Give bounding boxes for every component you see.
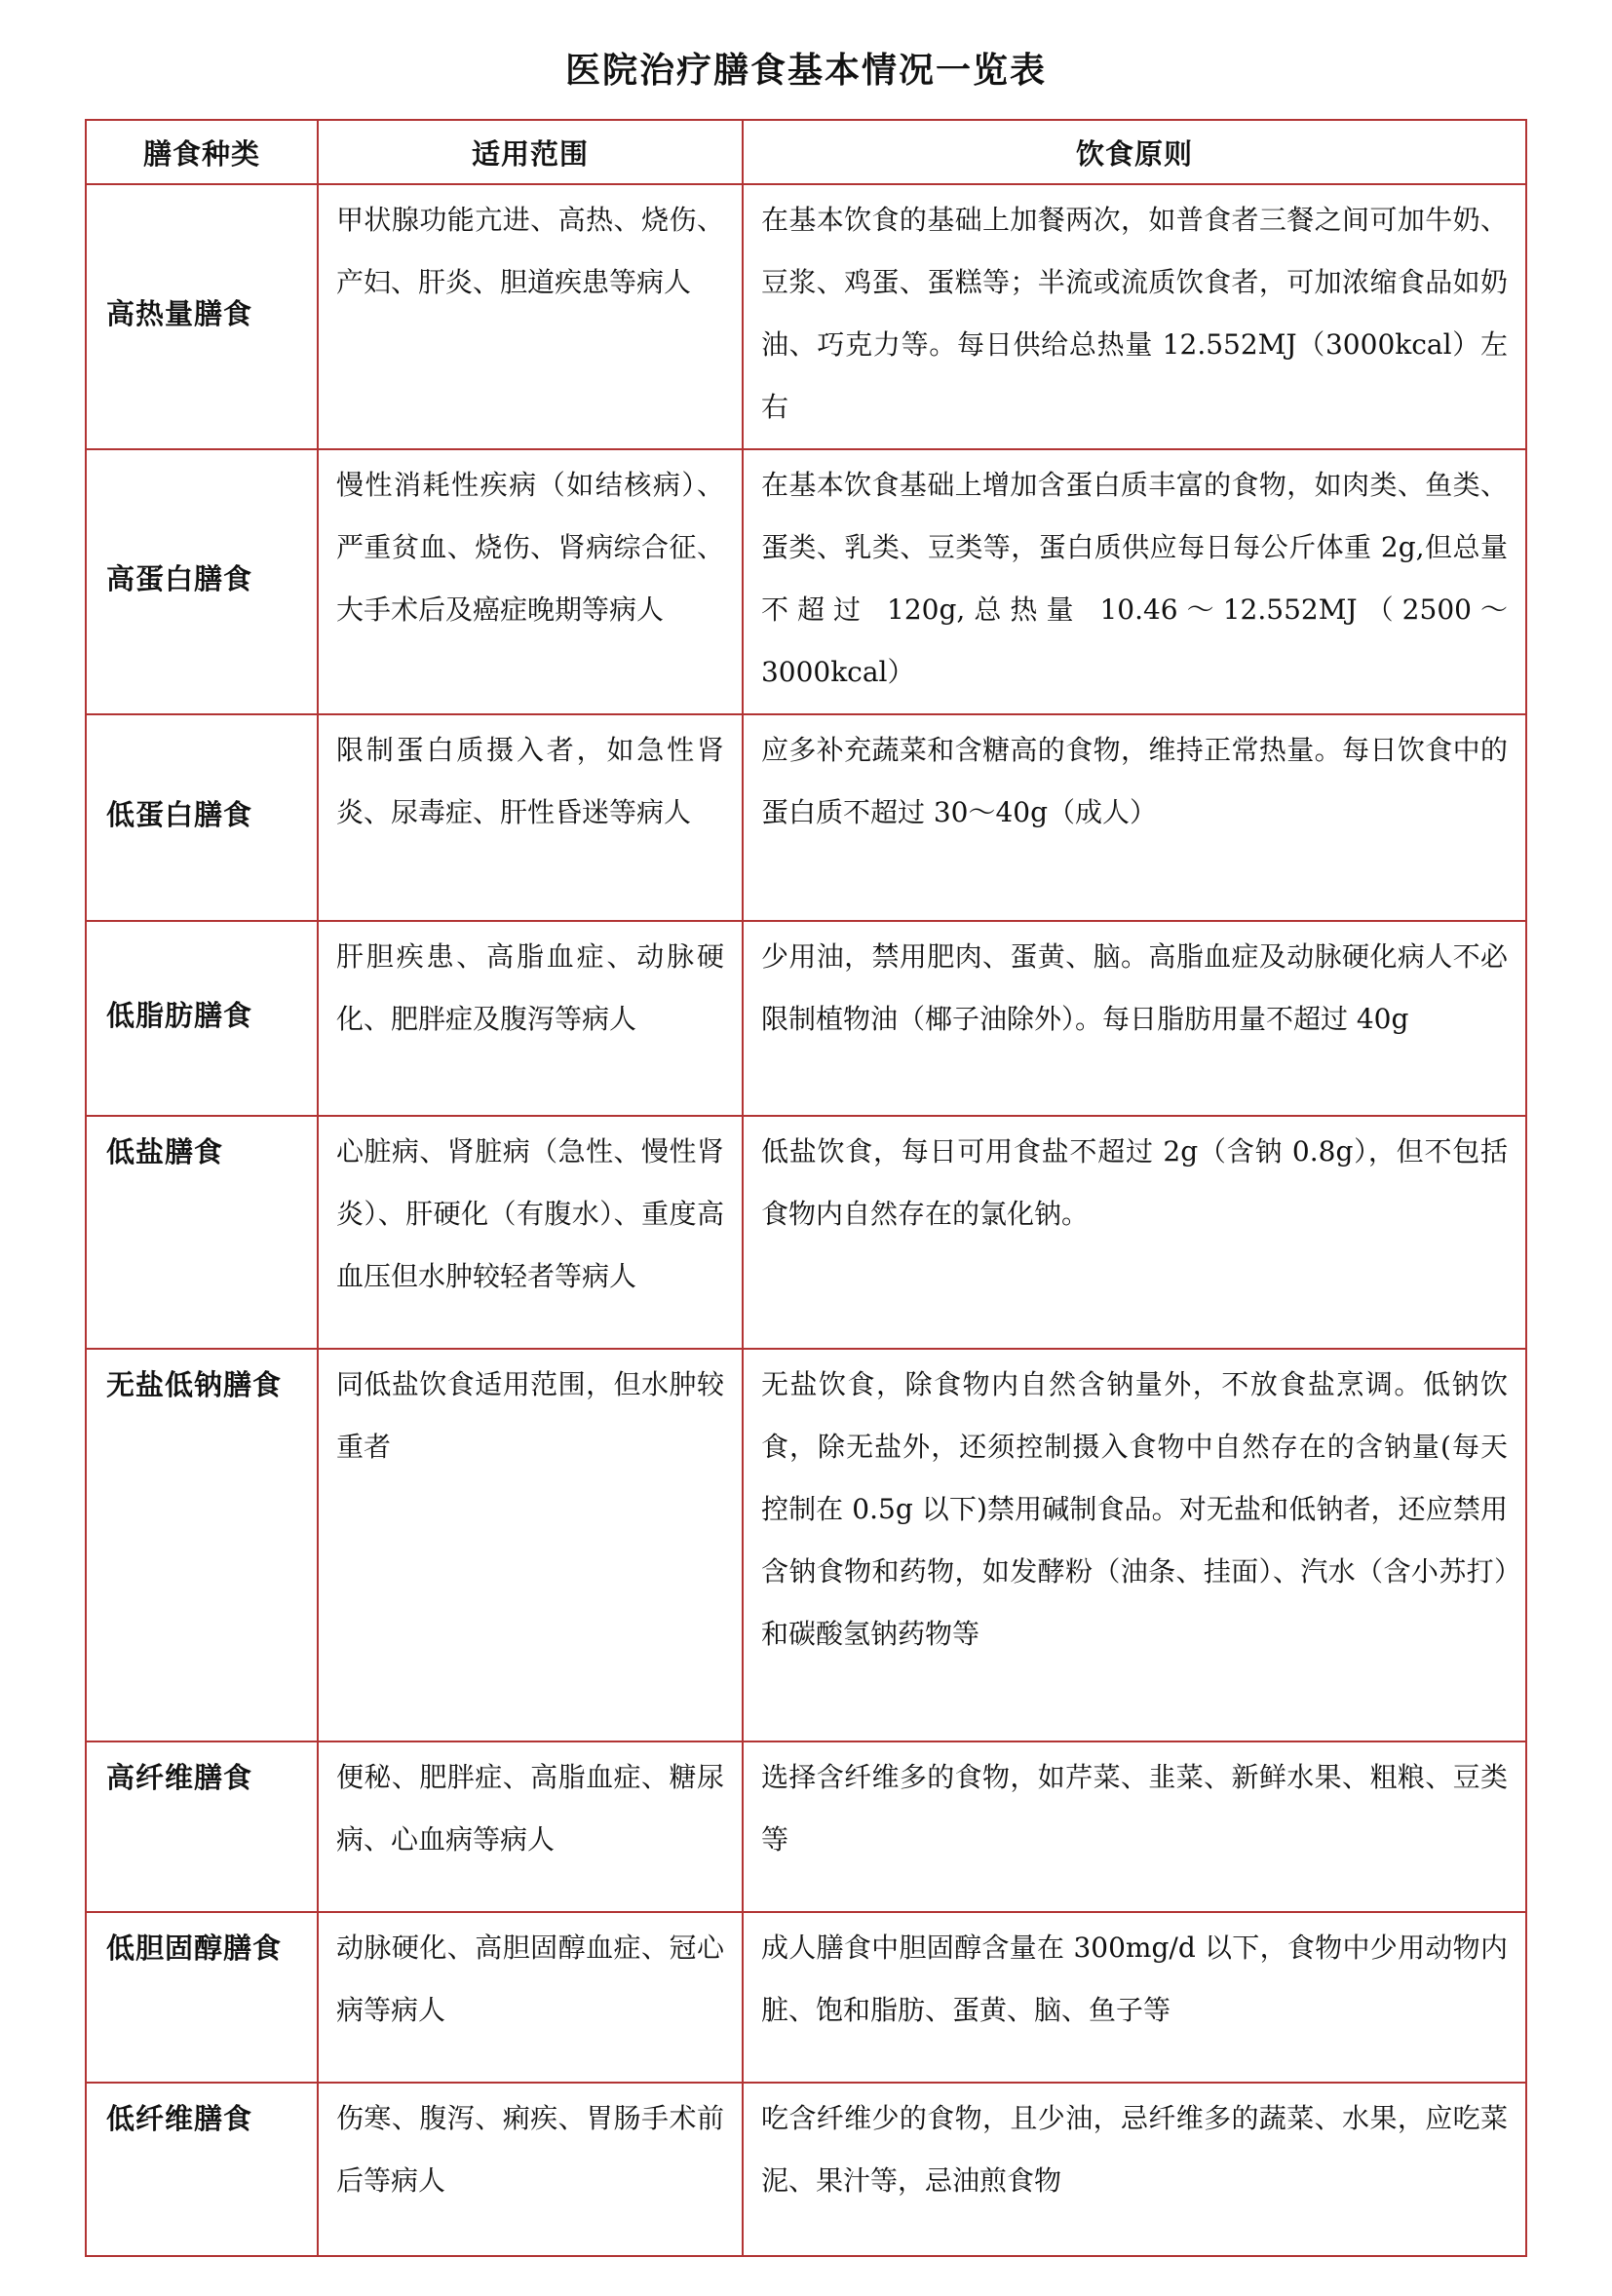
principle-cell: 吃含纤维少的食物，且少油，忌纤维多的蔬菜、水果，应吃菜泥、果汁等，忌油煎食物: [743, 2083, 1526, 2256]
table-row: [86, 1912, 1526, 2083]
scope-cell: 甲状腺功能亢进、高热、烧伤、产妇、肝炎、胆道疾患等病人: [318, 184, 743, 449]
scope-cell: 同低盐饮食适用范围，但水肿较重者: [318, 1349, 743, 1741]
scope-cell: 便秘、肥胖症、高脂血症、糖尿病、心血病等病人: [318, 1741, 743, 1912]
table-row: [86, 921, 1526, 1116]
principle-cell: 在基本饮食基础上增加含蛋白质丰富的食物，如肉类、鱼类、蛋类、乳类、豆类等，蛋白质供应每日每公斤体重 2g,但总量不超过 120g,总热量 10.46～12.552MJ（2500～3000kcal）: [743, 449, 1526, 714]
scope-cell: 肝胆疾患、高脂血症、动脉硬化、肥胖症及腹泻等病人: [318, 921, 743, 1116]
diet-type-cell: 低纤维膳食: [86, 2083, 318, 2256]
scope-cell: 慢性消耗性疾病（如结核病）、严重贫血、烧伤、肾病综合征、大手术后及癌症晚期等病人: [318, 449, 743, 714]
table-row: [86, 714, 1526, 921]
diet-type-cell: 高蛋白膳食: [86, 449, 318, 714]
scope-cell: 伤寒、腹泻、痢疾、胃肠手术前后等病人: [318, 2083, 743, 2256]
table-row: [86, 184, 1526, 449]
table-row: [86, 1116, 1526, 1349]
page-title: 医院治疗膳食基本情况一览表: [564, 50, 1047, 91]
header-principle: 饮食原则: [743, 120, 1526, 184]
scope-cell: 动脉硬化、高胆固醇血症、冠心病等病人: [318, 1912, 743, 2083]
diet-type-cell: 高热量膳食: [86, 184, 318, 449]
principle-cell: 无盐饮食，除食物内自然含钠量外，不放食盐烹调。低钠饮食，除无盐外，还须控制摄入食物中自然存在的含钠量(每天控制在 0.5g 以下)禁用碱制食品。对无盐和低钠者，还应禁用含钠食物和药物，如发酵粉（油条、挂面）、汽水（含小苏打）和碳酸氢钠药物等: [743, 1349, 1526, 1741]
header-diet-type: 膳食种类: [86, 120, 318, 184]
principle-cell: 少用油，禁用肥肉、蛋黄、脑。高脂血症及动脉硬化病人不必限制植物油（椰子油除外）。每日脂肪用量不超过 40g: [743, 921, 1526, 1116]
principle-cell: 选择含纤维多的食物，如芹菜、韭菜、新鲜水果、粗粮、豆类等: [743, 1741, 1526, 1912]
header-row: [86, 120, 1526, 184]
principle-cell: 低盐饮食，每日可用食盐不超过 2g（含钠 0.8g），但不包括食物内自然存在的氯化钠。: [743, 1116, 1526, 1349]
diet-type-cell: 高纤维膳食: [86, 1741, 318, 1912]
diet-type-cell: 低蛋白膳食: [86, 714, 318, 921]
diet-table: [85, 119, 1527, 2257]
scope-cell: 限制蛋白质摄入者，如急性肾炎、尿毒症、肝性昏迷等病人: [318, 714, 743, 921]
principle-cell: 应多补充蔬菜和含糖高的食物，维持正常热量。每日饮食中的蛋白质不超过 30～40g（成人）: [743, 714, 1526, 921]
diet-type-cell: 低胆固醇膳食: [86, 1912, 318, 2083]
scope-cell: 心脏病、肾脏病（急性、慢性肾炎）、肝硬化（有腹水）、重度高血压但水肿较轻者等病人: [318, 1116, 743, 1349]
table-row: [86, 1741, 1526, 1912]
diet-type-cell: 低脂肪膳食: [86, 921, 318, 1116]
diet-type-cell: 低盐膳食: [86, 1116, 318, 1349]
table-row: [86, 2083, 1526, 2256]
table-row: [86, 449, 1526, 714]
table-header: [86, 120, 1526, 184]
principle-cell: 在基本饮食的基础上加餐两次，如普食者三餐之间可加牛奶、豆浆、鸡蛋、蛋糕等；半流或流质饮食者，可加浓缩食品如奶油、巧克力等。每日供给总热量 12.552MJ（3000kcal）左右: [743, 184, 1526, 449]
diet-type-cell: 无盐低钠膳食: [86, 1349, 318, 1741]
principle-cell: 成人膳食中胆固醇含量在 300mg/d 以下，食物中少用动物内脏、饱和脂肪、蛋黄、脑、鱼子等: [743, 1912, 1526, 2083]
table-body: [86, 184, 1526, 2256]
table-row: [86, 1349, 1526, 1741]
header-scope: 适用范围: [318, 120, 743, 184]
